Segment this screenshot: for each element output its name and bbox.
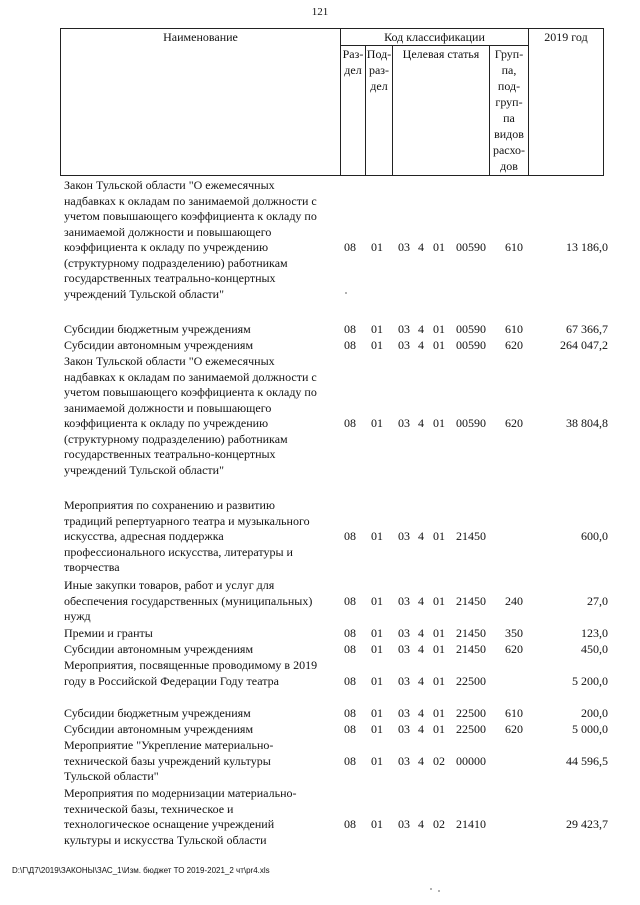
- code-target-4: 00590: [456, 338, 486, 352]
- row-name: [64, 322, 332, 338]
- code-subsection: 01: [371, 416, 383, 430]
- code-target-3: 01: [433, 529, 445, 543]
- header-subsection-line: Под-: [366, 47, 392, 61]
- row-name-line: технологическое оснащение учреждений: [64, 817, 275, 831]
- code-section: 08: [344, 817, 356, 831]
- code-target-4: 21450: [456, 529, 486, 543]
- scan-speck: [438, 890, 440, 892]
- row-name: [64, 178, 332, 302]
- code-section: 08: [344, 642, 356, 656]
- code-group: 610: [505, 706, 523, 720]
- code-section: 08: [344, 673, 356, 688]
- row-name-line: культуры и искусства Тульской области: [64, 832, 267, 847]
- code-target-3: 02: [433, 753, 445, 768]
- code-target-3: 01: [433, 322, 445, 336]
- code-target-4: 21450: [456, 593, 486, 608]
- row-name-line: (структурному подразделению) работникам: [64, 255, 288, 270]
- row-name-line: технической базы учреждений культуры: [64, 753, 271, 768]
- code-target-2: 4: [418, 722, 424, 736]
- header-subsection: [366, 46, 393, 176]
- row-name-line: нужд: [64, 609, 91, 623]
- row-name-line: государственных театрально-концертных: [64, 447, 276, 461]
- code-section: 08: [344, 593, 356, 608]
- code-section: 08: [344, 322, 356, 336]
- code-target-4: 21450: [456, 642, 486, 656]
- row-name-line: обеспечения государственных (муниципальных): [64, 593, 313, 608]
- row-name: [64, 786, 332, 848]
- code-section: 08: [344, 240, 356, 254]
- amount-2019: 38 804,8: [566, 416, 608, 430]
- code-subsection: 01: [371, 593, 383, 608]
- code-target-1: 03: [398, 817, 410, 831]
- code-subsection: 01: [371, 817, 383, 831]
- row-name-line: Тульской области": [64, 769, 159, 783]
- code-target-1: 03: [398, 673, 410, 688]
- code-subsection: 01: [371, 626, 383, 640]
- code-section: 08: [344, 529, 356, 543]
- code-target-3: 01: [433, 240, 445, 254]
- amount-2019: 44 596,5: [566, 753, 608, 768]
- amount-2019: 123,0: [581, 626, 608, 640]
- row-name-line: Мероприятия по модернизации материально-: [64, 786, 297, 800]
- row-name-line: искусства, адресная поддержка: [64, 529, 224, 543]
- code-group: 240: [505, 593, 523, 608]
- row-name-line: учетом повышающего коэффициента к окладу по: [64, 209, 317, 223]
- code-subsection: 01: [371, 338, 383, 352]
- row-name: [64, 738, 332, 785]
- code-group: 350: [505, 626, 523, 640]
- code-target-4: 00590: [456, 322, 486, 336]
- row-name-line: коэффициента к окладу по учреждению: [64, 240, 269, 254]
- amount-2019: 200,0: [581, 706, 608, 720]
- amount-2019: 600,0: [581, 529, 608, 543]
- code-target-2: 4: [418, 593, 424, 608]
- row-name-line: традиций репертуарного театра и музыкального: [64, 513, 310, 528]
- row-name-line: занимаемой должности и повышающего: [64, 224, 272, 239]
- header-group-line: под-: [497, 79, 521, 93]
- code-target-1: 03: [398, 626, 410, 640]
- code-target-4: 00590: [456, 416, 486, 430]
- code-group: 620: [505, 642, 523, 656]
- code-target-2: 4: [418, 338, 424, 352]
- header-section-line: дел: [344, 63, 362, 77]
- code-section: 08: [344, 722, 356, 736]
- code-section: 08: [344, 338, 356, 352]
- header-section: [341, 46, 366, 176]
- row-name-line: учреждений Тульской области": [64, 286, 224, 301]
- code-subsection: 01: [371, 753, 383, 768]
- row-name-line: Закон Тульской области "О ежемесячных: [64, 178, 275, 192]
- table-header: [60, 28, 604, 176]
- code-group: 620: [505, 416, 523, 430]
- row-name-line: Субсидии автономным учреждениям: [64, 338, 254, 352]
- row-name-line: Премии и гранты: [64, 626, 153, 640]
- amount-2019: 5 000,0: [572, 722, 608, 736]
- row-name: [64, 722, 332, 738]
- header-subsection-line: дел: [370, 79, 388, 93]
- code-group: 620: [505, 338, 523, 352]
- code-subsection: 01: [371, 240, 383, 254]
- row-name-line: учреждений Тульской области": [64, 462, 224, 477]
- row-name-line: коэффициента к окладу по учреждению: [64, 416, 269, 430]
- code-subsection: 01: [371, 642, 383, 656]
- page-number: 121: [311, 6, 329, 18]
- row-name: [64, 658, 332, 689]
- code-section: 08: [344, 626, 356, 640]
- code-subsection: 01: [371, 673, 383, 688]
- row-name: [64, 354, 332, 478]
- header-group-line: Груп-: [494, 47, 524, 61]
- header-section-line: Раз-: [342, 47, 364, 61]
- code-target-2: 4: [418, 416, 424, 430]
- code-section: 08: [344, 416, 356, 430]
- code-target-2: 4: [418, 642, 424, 656]
- code-target-1: 03: [398, 706, 410, 720]
- code-subsection: 01: [371, 722, 383, 736]
- code-section: 08: [344, 753, 356, 768]
- code-target-1: 03: [398, 240, 410, 254]
- code-target-4: 22500: [456, 706, 486, 720]
- code-group: 610: [505, 322, 523, 336]
- code-target-4: 22500: [456, 673, 486, 688]
- code-target-2: 4: [418, 706, 424, 720]
- row-name: [64, 578, 332, 625]
- file-path-footer: D:\Г\Д7\2019\ЗАКОНЫ\ЗАС_1\Изм. бюджет ТО 2019-2021_2 чт\pr4.xls: [12, 866, 270, 875]
- amount-2019: 13 186,0: [566, 240, 608, 254]
- header-year: 2019 год: [529, 29, 604, 176]
- row-name-line: году в Российской Федерации Году театра: [64, 673, 279, 688]
- row-name-line: Мероприятия по сохранению и развитию: [64, 498, 275, 512]
- code-target-1: 03: [398, 338, 410, 352]
- header-group-line: груп-: [495, 95, 523, 109]
- code-target-4: 00590: [456, 240, 486, 254]
- amount-2019: 264 047,2: [560, 338, 608, 352]
- code-subsection: 01: [371, 322, 383, 336]
- header-subsection-line: раз-: [368, 63, 390, 77]
- header-group-line: расхо-: [492, 143, 526, 157]
- code-target-3: 01: [433, 416, 445, 430]
- amount-2019: 29 423,7: [566, 817, 608, 831]
- code-subsection: 01: [371, 529, 383, 543]
- row-name-line: Иные закупки товаров, работ и услуг для: [64, 578, 275, 592]
- code-target-1: 03: [398, 593, 410, 608]
- code-target-3: 01: [433, 706, 445, 720]
- row-name: [64, 642, 332, 658]
- row-name-line: занимаемой должности и повышающего: [64, 400, 272, 415]
- row-name-line: Субсидии автономным учреждениям: [64, 642, 254, 656]
- code-target-1: 03: [398, 416, 410, 430]
- scan-speck: [345, 292, 347, 294]
- header-group-line: па: [503, 111, 515, 125]
- code-target-1: 03: [398, 322, 410, 336]
- amount-2019: 450,0: [581, 642, 608, 656]
- row-name-line: государственных театрально-концертных: [64, 271, 276, 285]
- scan-speck: [430, 888, 432, 890]
- row-name-line: профессионального искусства, литературы и: [64, 544, 293, 559]
- code-target-4: 22500: [456, 722, 486, 736]
- code-target-1: 03: [398, 529, 410, 543]
- code-target-3: 01: [433, 593, 445, 608]
- header-target: Целевая статья: [393, 46, 490, 176]
- row-name-line: Субсидии автономным учреждениям: [64, 722, 254, 736]
- code-target-3: 01: [433, 626, 445, 640]
- code-target-2: 4: [418, 626, 424, 640]
- row-name-line: Субсидии бюджетным учреждениям: [64, 322, 251, 336]
- amount-2019: 27,0: [587, 593, 608, 608]
- code-target-3: 02: [433, 817, 445, 831]
- amount-2019: 67 366,7: [566, 322, 608, 336]
- code-target-4: 21450: [456, 626, 486, 640]
- row-name-line: Мероприятия, посвященные проводимому в 2019: [64, 658, 318, 672]
- row-name-line: надбавках к окладам по занимаемой должности с: [64, 369, 317, 384]
- code-target-2: 4: [418, 817, 424, 831]
- code-target-4: 00000: [456, 753, 486, 768]
- row-name-line: надбавках к окладам по занимаемой должности с: [64, 193, 317, 208]
- code-target-3: 01: [433, 673, 445, 688]
- code-target-2: 4: [418, 322, 424, 336]
- code-target-1: 03: [398, 722, 410, 736]
- header-group-line: видов: [494, 127, 524, 141]
- code-target-2: 4: [418, 240, 424, 254]
- code-target-2: 4: [418, 673, 424, 688]
- code-target-2: 4: [418, 529, 424, 543]
- code-group: 610: [505, 240, 523, 254]
- code-target-2: 4: [418, 753, 424, 768]
- row-name-line: технической базы, техническое и: [64, 801, 234, 816]
- row-name-line: Субсидии бюджетным учреждениям: [64, 706, 251, 720]
- code-group: 620: [505, 722, 523, 736]
- row-name-line: Мероприятие "Укрепление материально-: [64, 738, 274, 752]
- row-name: [64, 498, 332, 576]
- code-subsection: 01: [371, 706, 383, 720]
- code-target-3: 01: [433, 642, 445, 656]
- row-name-line: творчества: [64, 560, 120, 574]
- header-name: Наименование: [61, 29, 341, 176]
- code-target-1: 03: [398, 642, 410, 656]
- code-target-3: 01: [433, 338, 445, 352]
- code-target-1: 03: [398, 753, 410, 768]
- row-name-line: учетом повышающего коэффициента к окладу по: [64, 385, 317, 399]
- row-name: [64, 706, 332, 722]
- code-target-4: 21410: [456, 817, 486, 831]
- header-code: Код классификации: [341, 29, 529, 46]
- header-group: [490, 46, 529, 176]
- row-name: [64, 626, 332, 642]
- row-name: [64, 338, 332, 354]
- row-name-line: (структурному подразделению) работникам: [64, 431, 288, 446]
- code-target-3: 01: [433, 722, 445, 736]
- code-section: 08: [344, 706, 356, 720]
- row-name-line: Закон Тульской области "О ежемесячных: [64, 354, 275, 368]
- amount-2019: 5 200,0: [572, 673, 608, 688]
- header-group-line: па,: [501, 63, 517, 77]
- header-group-line: дов: [500, 159, 518, 173]
